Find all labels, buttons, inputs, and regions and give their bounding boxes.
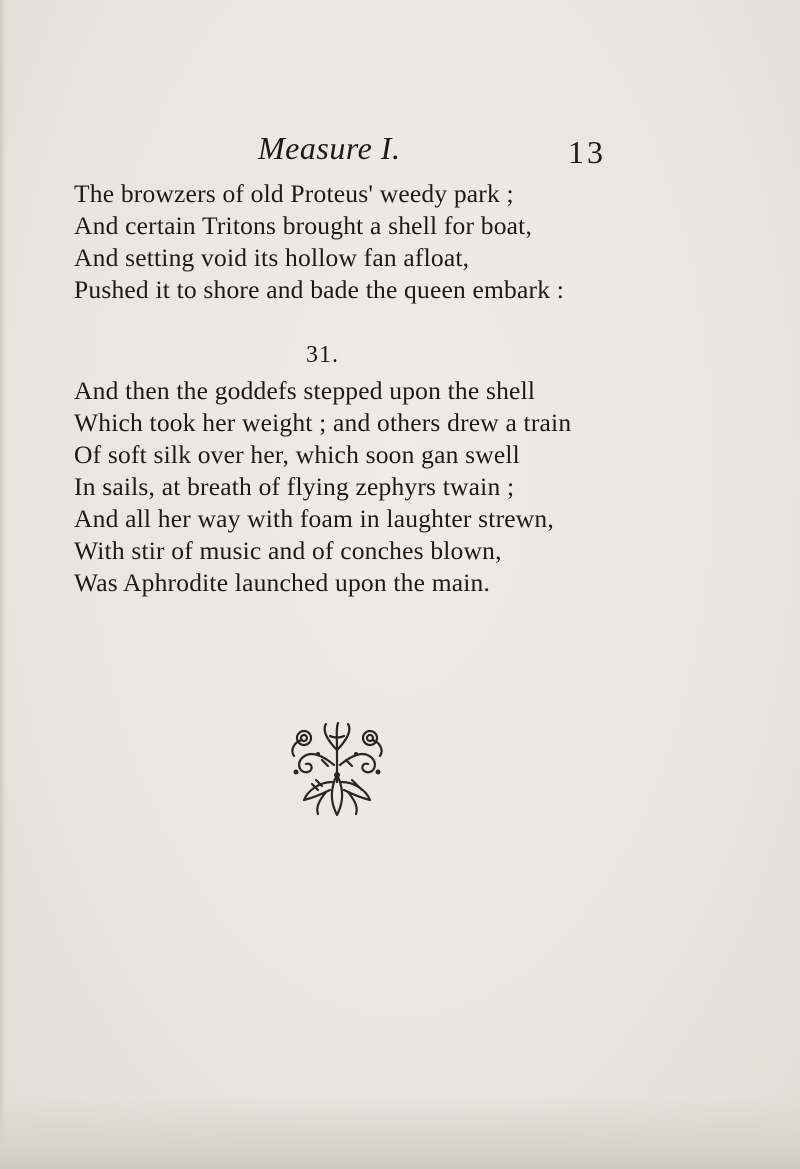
running-title: Measure I. bbox=[258, 130, 401, 166]
page-left-edge bbox=[0, 0, 6, 1169]
verse-line: Pushed it to shore and bade the queen embark : bbox=[74, 275, 565, 304]
verse-line: In sails, at breath of flying zephyrs twain ; bbox=[74, 472, 515, 501]
stanza-30-end bbox=[74, 178, 754, 306]
page-header bbox=[0, 130, 800, 170]
verse-line: Of soft silk over her, which soon gan swell bbox=[74, 440, 520, 469]
page-bottom-edge bbox=[0, 1095, 800, 1169]
verse-line: The browzers of old Proteus' weedy park ; bbox=[74, 179, 514, 208]
verse-line: With stir of music and of conches blown, bbox=[74, 536, 502, 565]
verse-line: And then the goddefs stepped upon the shell bbox=[74, 376, 536, 405]
stanza-31 bbox=[74, 375, 754, 599]
verse-line: And certain Tritons brought a shell for boat, bbox=[74, 211, 533, 240]
verse-line: Was Aphrodite launched upon the main. bbox=[74, 568, 491, 597]
verse-line: And setting void its hollow fan afloat, bbox=[74, 243, 470, 272]
floral-tailpiece-icon bbox=[282, 720, 392, 820]
page-number: 13 bbox=[568, 134, 606, 170]
verse-line: And all her way with foam in laughter strewn, bbox=[74, 504, 554, 533]
verse-line: Which took her weight ; and others drew a train bbox=[74, 408, 572, 437]
stanza-number: 31. bbox=[306, 342, 339, 368]
